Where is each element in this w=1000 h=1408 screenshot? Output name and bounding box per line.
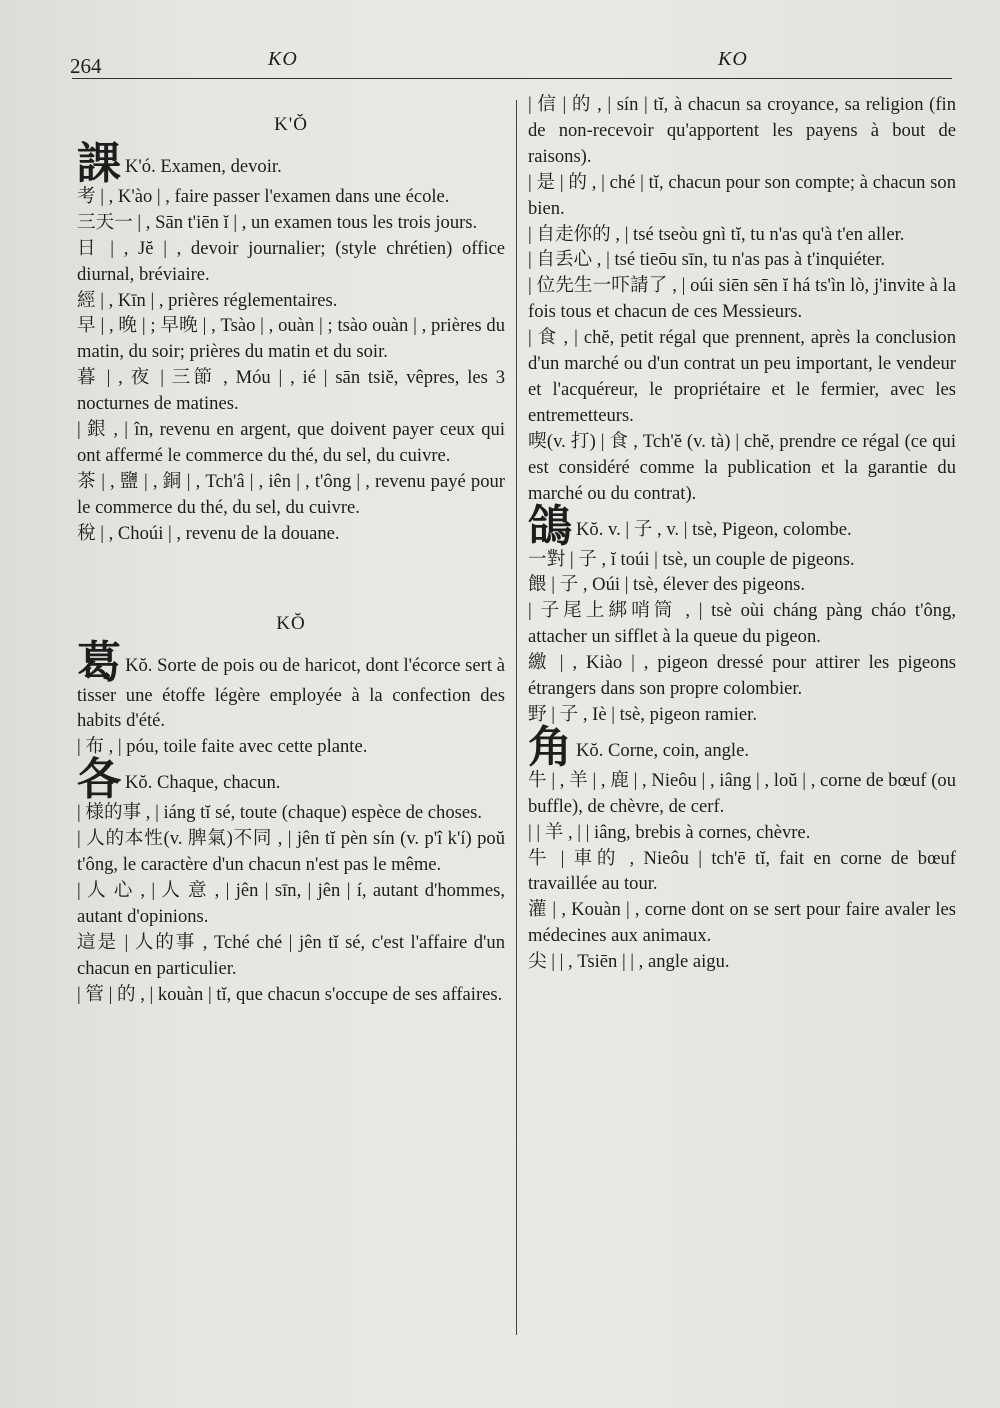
sub-entry: | 人的本性(v. 脾氣)不同 , | jên tĭ pèn sín (v. p'î k'í) poŭ t'ông, le caractère d'un chacun n'est pas le même.: [77, 828, 505, 876]
sub-entry: 日 | , Jĕ | , devoir journalier; (style chrétien) office diurnal, bréviaire.: [77, 237, 505, 285]
headword-character: 鴿: [528, 500, 572, 552]
headword-character: 課: [77, 137, 121, 189]
section-spacer: [77, 92, 505, 112]
sub-entry: 一對 | 子 , ĭ toúi | tsè, un couple de pigeons.: [528, 548, 855, 570]
running-head-left: KO: [268, 48, 298, 70]
sub-entry: | 様的事 , | iáng tĭ sé, toute (chaque) espèce de choses.: [77, 802, 483, 824]
column-divider: [516, 100, 517, 1335]
section-gap: [77, 547, 505, 591]
headword-character: 各: [77, 754, 121, 806]
entry-definition: Kŏ. Corne, coin, angle.: [576, 739, 749, 761]
sub-entry: 尖 | | , Tsiēn | | , angle aigu.: [528, 951, 730, 973]
sub-entry: 這是 | 人的事 , Tché ché | jên tĭ sé, c'est l'affaire d'un chacun en particulier.: [77, 931, 505, 979]
sub-entry: | 位先生一吓請了 , | oúi siēn sēn ĭ há ts'ìn lò, j'invite à la fois tous et chacun de ces Messieurs.: [528, 275, 956, 323]
sub-entry: | 人 心 , | 人 意 , | jên | sīn, | jên | í, autant d'hommes, autant d'opinions.: [77, 879, 505, 927]
sub-entry: 繳 | , Kiào | , pigeon dressé pour attirer les pigeons étrangers dans son propre colombier.: [528, 652, 956, 700]
header-rule: [72, 78, 952, 79]
sub-entry: 喫(v. 打) | 食 , Tch'ĕ (v. tà) | chĕ, prendre ce régal (ce qui est considéré comme la publication et la garantie du marché ou du contrat).: [528, 430, 956, 504]
sub-entry: 牛 | 車的 , Nieôu | tch'ē tĭ, fait en corne de bœuf travaillée au tour.: [528, 847, 956, 895]
sub-entry: | | 羊 , | | iâng, brebis à cornes, chèvre.: [528, 821, 811, 843]
main-entry: [528, 500, 956, 552]
sub-entry: 三天一 | , Sān t'iēn ĭ | , un examen tous les trois jours.: [77, 211, 478, 233]
headword-character: 葛: [77, 636, 122, 688]
sub-entry: 稅 | , Choúi | , revenu de la douane.: [77, 522, 340, 544]
main-entry: [77, 754, 505, 806]
sub-entry: 灌 | , Kouàn | , corne dont on se sert pour faire avaler les médecines aux animaux.: [528, 899, 956, 947]
section-heading: K'Ŏ: [274, 114, 308, 135]
entry-definition: Kŏ. Sorte de pois ou de haricot, dont l'écorce sert à tisser une étoffe légère employée à la confection des habits d'été.: [77, 654, 505, 732]
sub-entry: | 子尾上綁哨筒 , | tsè oùi cháng pàng cháo t'ông, attacher un sifflet à la queue du pigeon.: [528, 600, 956, 648]
sub-entry: 暮 | , 夜 | 三節 , Móu | , ié | sān tsiĕ, vêpres, les 3 nocturnes de matines.: [77, 367, 505, 415]
running-head-right: KO: [718, 48, 748, 70]
entry-definition: Kŏ. v. | 子 , v. | tsè, Pigeon, colombe.: [576, 518, 852, 540]
sub-entry: | 布 , | póu, toile faite avec cette plante.: [77, 736, 368, 758]
sub-entry: | 自走你的 , | tsé tseòu gnì tĭ, tu n'as qu'à t'en aller.: [528, 223, 905, 245]
main-entry: [77, 137, 505, 189]
right-column: [528, 92, 956, 975]
sub-entry: 茶 | , 鹽 | , 銅 | , Tch'â | , iên | , t'ông | , revenu payé pour le commerce du thé, du sel, du cuivre.: [77, 470, 505, 518]
sub-entry: 牛 | , 羊 | , 鹿 | , Nieôu | , iâng | , loŭ | , corne de bœuf (ou buffle), de chèvre, de cerf.: [528, 769, 956, 817]
headword-character: 角: [528, 721, 572, 773]
page-number: 264: [70, 54, 102, 78]
section-spacer: [77, 591, 505, 611]
sub-entry: | 自丢心 , | tsé tieōu sīn, tu n'as pas à t'inquiéter.: [528, 249, 886, 271]
main-entry: [528, 721, 956, 773]
sub-entry: 考 | , K'ào | , faire passer l'examen dans une école.: [77, 185, 450, 207]
sub-entry: | 信 | 的 , | sín | tĭ, à chacun sa croyance, sa religion (fin de non-recevoir qu'apportent les payens à bout de raisons).: [528, 94, 956, 167]
sub-entry: | 管 | 的 , | kouàn | tĭ, que chacun s'occupe de ses affaires.: [77, 983, 503, 1005]
entry-definition: Kŏ. Chaque, chacun.: [125, 772, 281, 794]
entry-definition: K'ó. Examen, devoir.: [125, 155, 282, 177]
sub-entry: | 銀 , | în, revenu en argent, que doivent payer ceux qui ont affermé le commerce du thé, du sel, du cuivre.: [77, 419, 505, 466]
sub-entry: 餵 | 子 , Oúi | tsè, élever des pigeons.: [528, 574, 805, 596]
sub-entry: 經 | , Kīn | , prières réglementaires.: [77, 289, 338, 311]
section-heading: KŎ: [276, 612, 306, 634]
main-entry: [77, 636, 505, 735]
left-column: [77, 92, 505, 1007]
sub-entry: 早 | , 晚 | ; 早晚 | , Tsào | , ouàn | ; tsào ouàn | , prières du matin, du soir; prières du matin et du soir.: [77, 315, 505, 363]
sub-entry: | 是 | 的 , | ché | tĭ, chacun pour son compte; à chacun son bien.: [528, 171, 956, 219]
sub-entry: | 食 , | chĕ, petit régal que prennent, après la conclusion d'un marché ou d'un contrat un peu important, le vendeur et l'acquéreur, le propriétaire et le fermier, avec les entremetteurs.: [528, 327, 956, 426]
sub-entry: 野 | 子 , Iè | tsè, pigeon ramier.: [528, 703, 757, 725]
